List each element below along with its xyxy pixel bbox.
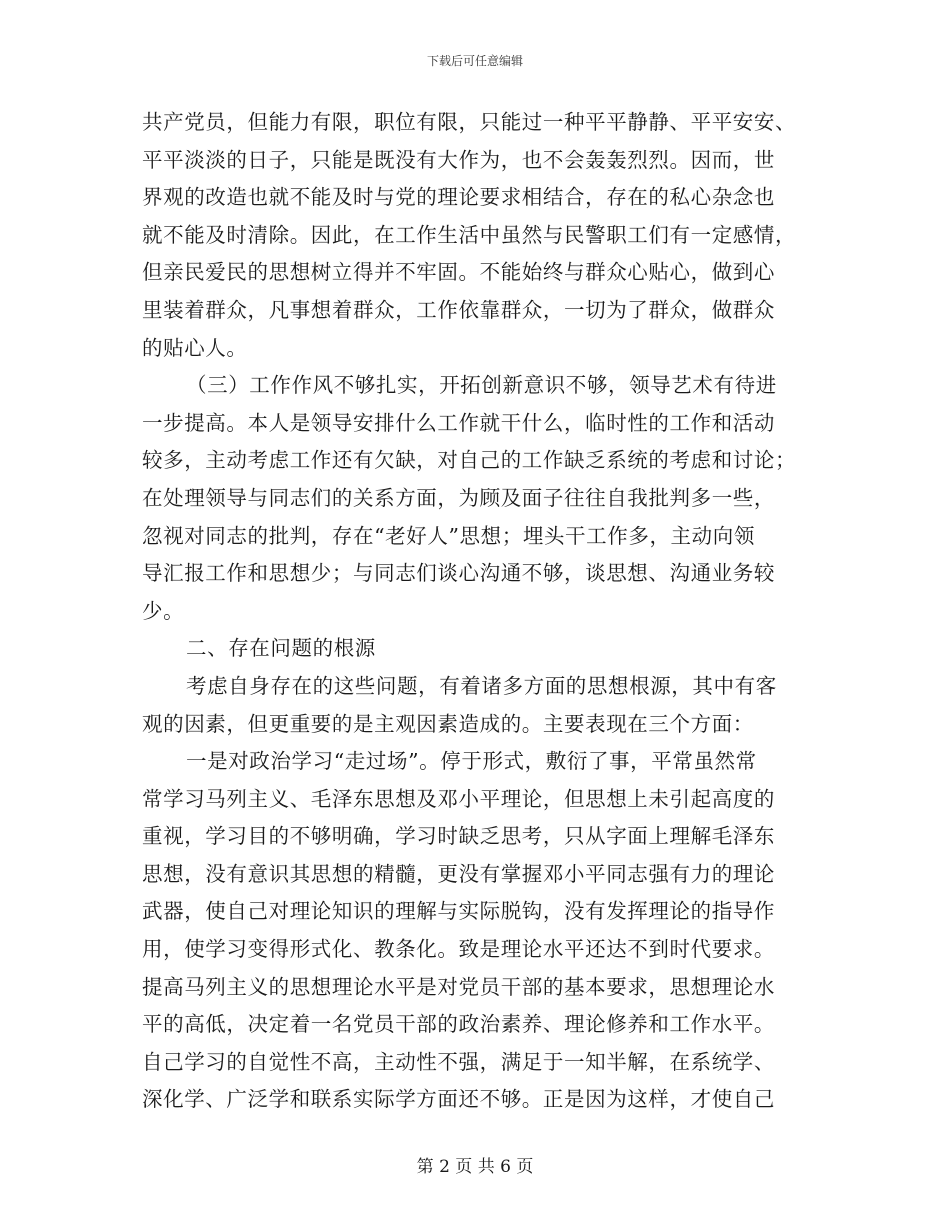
text-line: 一是对政治学习“走过场”。停于形式，敷衍了事，平常虽然常 (186, 749, 757, 774)
text-line: 就不能及时清除。因此，在工作生活中虽然与民警职工们有一定感情， (142, 222, 797, 247)
document-body (142, 104, 810, 1119)
text-line: 深化学、广泛学和联系实际学方面还不够。正是因为这样，才使自己 (142, 1087, 775, 1112)
text-line: 共产党员，但能力有限，职位有限，只能过一种平平静静、平平安安、 (142, 110, 797, 134)
text-line: （三）工作作风不够扎实，开拓创新意识不够，领导艺术有待进 (186, 373, 777, 398)
text-line: 武器，使自己对理论知识的理解与实际脱钩，没有发挥理论的指导作 (142, 899, 775, 924)
text-line: 提高马列主义的思想理论水平是对党员干部的基本要求，思想理论水 (142, 974, 775, 999)
text-line: 重视，学习目的不够明确，学习时缺乏思考，只从字面上理解毛泽东 (142, 824, 775, 849)
text-line: 常学习马列主义、毛泽东思想及邓小平理论，但思想上未引起高度的 (142, 786, 775, 811)
text-line: 二、存在问题的根源 (186, 636, 376, 661)
text-line: 用，使学习变得形式化、教条化。致是理论水平还达不到时代要求。 (142, 937, 775, 962)
text-line: 较多，主动考虑工作还有欠缺，对自己的工作缺乏系统的考虑和讨论； (142, 448, 797, 473)
text-line: 观的因素，但更重要的是主观因素造成的。主要表现在三个方面： (142, 711, 754, 736)
text-line: 少。 (142, 598, 185, 623)
text-line: 在处理领导与同志们的关系方面，为顾及面子往往自我批判多一些， (142, 485, 775, 510)
text-line: 思想，没有意识其思想的精髓，更没有掌握邓小平同志强有力的理论 (142, 861, 775, 886)
text-line: 里装着群众，凡事想着群众，工作依靠群众，一切为了群众，做群众 (142, 297, 775, 322)
text-line: 平的高低，决定着一名党员干部的政治素养、理论修养和工作水平。 (142, 1012, 775, 1037)
text-line: 但亲民爱民的思想树立得并不牢固。不能始终与群众心贴心，做到心 (142, 260, 775, 285)
text-line: 忽视对同志的批判，存在“老好人”思想；埋头干工作多，主动向领 (142, 523, 755, 548)
text-line: 的贴心人。 (142, 335, 248, 360)
text-line: 考虑自身存在的这些问题，有着诸多方面的思想根源，其中有客 (186, 673, 777, 698)
text-line: 自己学习的自觉性不高，主动性不强，满足于一知半解，在系统学、 (142, 1049, 775, 1074)
text-line: 一步提高。本人是领导安排什么工作就干什么，临时性的工作和活动 (142, 410, 775, 435)
page-number: 第 2 页 共 6 页 (416, 1157, 534, 1177)
text-line: 界观的改造也就不能及时与党的理论要求相结合，存在的私心杂念也 (142, 185, 775, 210)
text-line: 导汇报工作和思想少；与同志们谈心沟通不够，谈思想、沟通业务较 (142, 561, 775, 586)
page-header: 下载后可任意编辑 (426, 54, 523, 68)
text-line: 平平淡淡的日子，只能是既没有大作为，也不会轰轰烈烈。因而，世 (142, 147, 775, 172)
